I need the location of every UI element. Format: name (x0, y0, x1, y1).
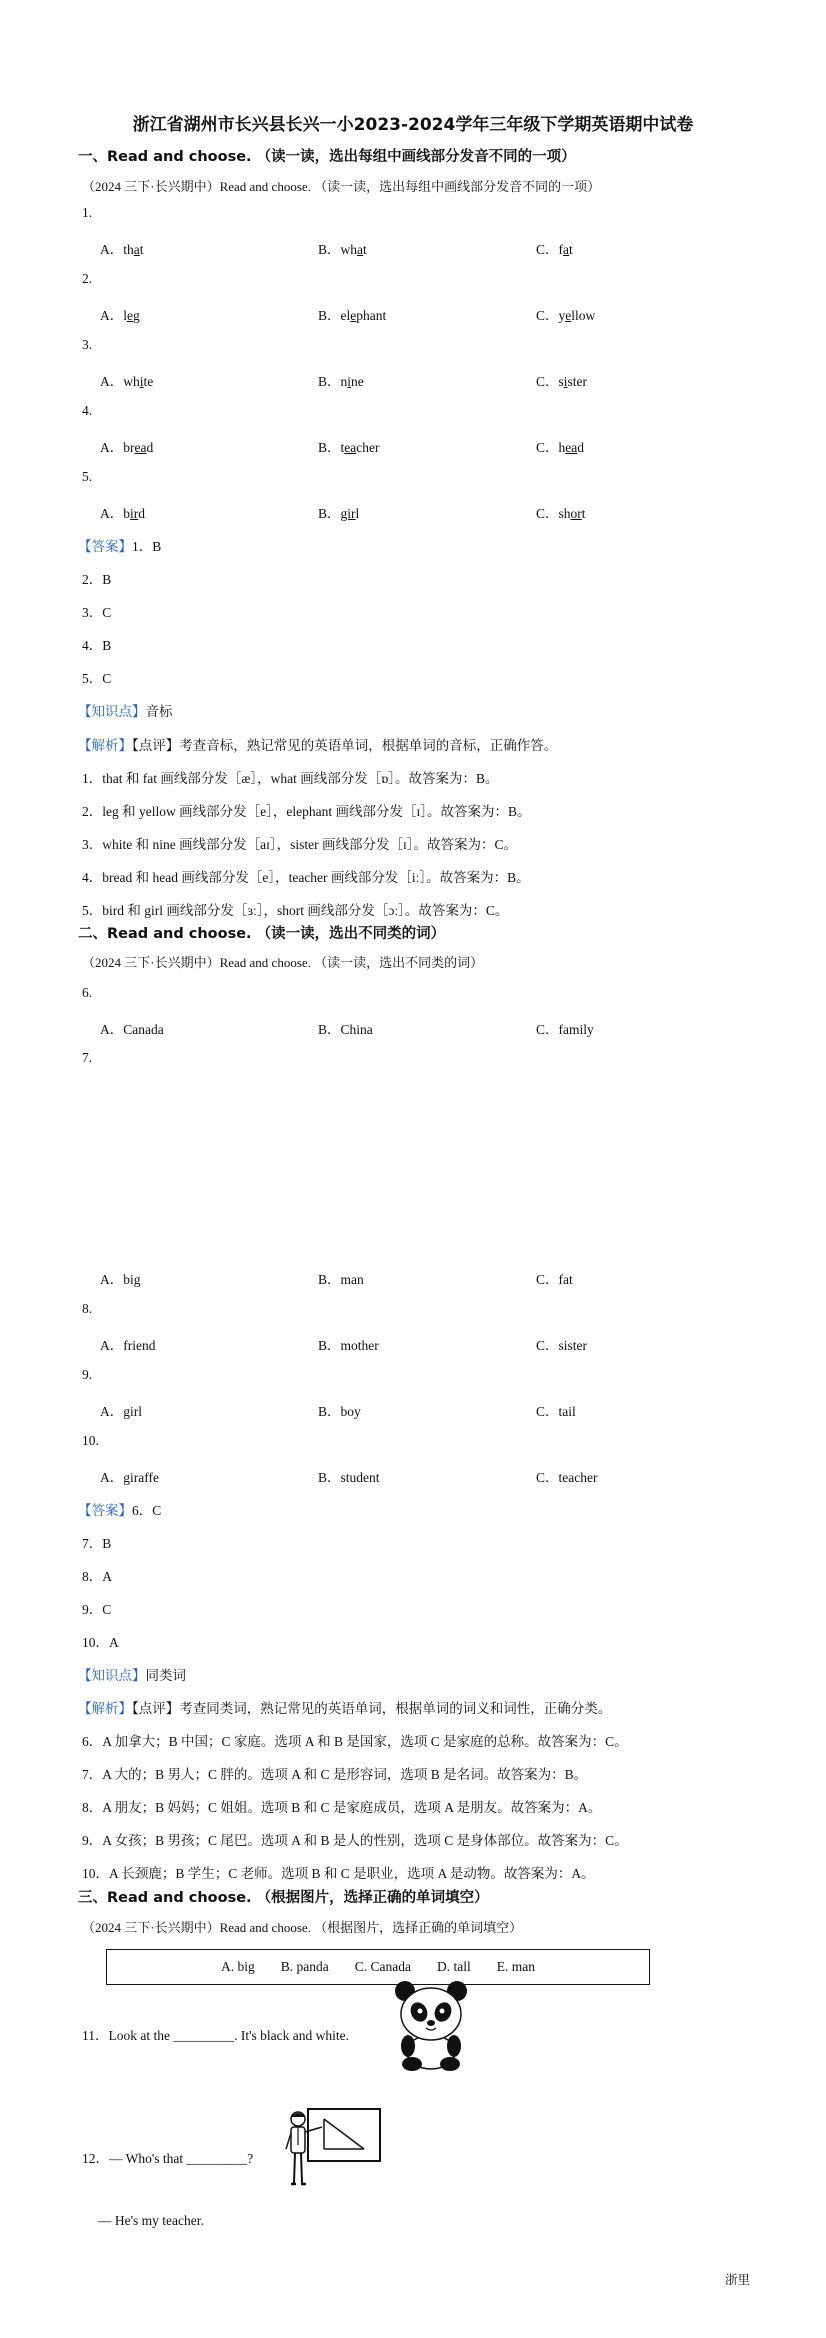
section-3-heading: 三、Read and choose. （根据图片，选择正确的单词填空） (78, 1890, 489, 1906)
option-c[interactable]: C．sister (536, 1338, 588, 1353)
option-c[interactable]: C．fat (536, 1272, 573, 1287)
word-bank (106, 1949, 650, 1985)
option-c[interactable] (536, 436, 584, 456)
word-bank-item: C. Canada (354, 1959, 411, 1974)
option-c[interactable] (536, 502, 586, 522)
option-text: llow (571, 308, 596, 323)
option-b[interactable]: B．student (318, 1470, 380, 1485)
answer-line: 10．A (82, 1635, 119, 1650)
question-number: 10. (82, 1433, 99, 1448)
analysis-line: 3．white 和 nine 画线部分发［aɪ］，sister 画线部分发［ɪ］。故答案为：C。 (82, 837, 517, 852)
option-c[interactable] (536, 238, 573, 258)
answer-block-2 (78, 1499, 161, 1519)
option-text: l (355, 506, 360, 521)
section-2-source: （2024 三下·长兴期中）Read and choose. （读一读，选出不同类的词） (82, 955, 484, 970)
kp-text: 音标 (145, 704, 173, 719)
option-text: C．y (536, 308, 566, 323)
underlined-letters: ea (344, 440, 357, 455)
underlined-letters: a (133, 242, 140, 257)
option-b[interactable] (318, 370, 364, 390)
option-b[interactable]: B．boy (318, 1404, 361, 1419)
teacher-picture (282, 2105, 384, 2193)
question-12-reply: — He's my teacher. (98, 2213, 204, 2228)
option-text: t (363, 242, 367, 257)
panda-picture (388, 1978, 474, 2072)
option-a[interactable] (100, 304, 140, 324)
question-number: 4. (82, 403, 93, 418)
option-text: B．wh (318, 242, 358, 257)
option-text: t (581, 506, 586, 521)
underlined-letters: i (563, 374, 568, 389)
underlined-letters: e (350, 308, 357, 323)
option-a[interactable]: A．girl (100, 1404, 142, 1419)
kp-tag: 【知识点】 (78, 704, 146, 719)
answer-line: 2．B (82, 572, 112, 587)
question-number: 8. (82, 1301, 93, 1316)
underlined-letters: a (563, 242, 569, 257)
underlined-letters: i (347, 374, 352, 389)
word-bank-item: A. big (221, 1959, 255, 1974)
section-1-heading: 一、Read and choose. （读一读，选出每组中画线部分发音不同的一项） (78, 149, 576, 165)
question-number: 5. (82, 469, 93, 484)
option-b[interactable]: B．China (318, 1022, 373, 1037)
option-a[interactable] (100, 238, 144, 258)
underlined-letters: e (565, 308, 572, 323)
option-b[interactable] (318, 502, 359, 522)
section-1-source: （2024 三下·长兴期中）Read and choose. （读一读，选出每组中画线部分发音不同的一项） (82, 179, 601, 194)
kp-tag: 【知识点】 (78, 1668, 146, 1683)
option-a[interactable]: A．friend (100, 1338, 156, 1353)
knowledge-point-1 (78, 700, 173, 720)
option-text: A．th (100, 242, 134, 257)
option-text: t (139, 242, 144, 257)
underlined-letters: or (570, 506, 582, 521)
underlined-letters: ir (130, 506, 139, 521)
option-text: B． (318, 506, 341, 521)
option-text: cher (356, 440, 380, 455)
option-text: C．f (536, 242, 563, 257)
option-text: te (143, 374, 154, 389)
analysis-tag: 【解析】 (78, 1701, 132, 1716)
underlined-letters: ea (134, 440, 147, 455)
option-c[interactable] (536, 370, 587, 390)
knowledge-point-2 (78, 1664, 186, 1684)
option-a[interactable] (100, 436, 153, 456)
underlined-letters: e (127, 308, 133, 323)
option-text: d (577, 440, 584, 455)
option-b[interactable] (318, 238, 367, 258)
answer-line: 7．B (82, 1536, 112, 1551)
page-title: 浙江省湖州市长兴县长兴一小2023-2024学年三年级下学期英语期中试卷 (132, 115, 694, 135)
option-a[interactable]: A．giraffe (100, 1470, 159, 1485)
word-bank-item: E. man (496, 1959, 535, 1974)
underlined-letters: a (357, 242, 364, 257)
answer-line: 8．A (82, 1569, 112, 1584)
option-text: A．l (100, 308, 127, 323)
option-text: ne (351, 374, 364, 389)
option-text: B．el (318, 308, 351, 323)
option-text: B．n (318, 374, 348, 389)
option-text: A．wh (100, 374, 140, 389)
option-a[interactable]: A．big (100, 1272, 141, 1287)
option-text: phant (356, 308, 387, 323)
answer-line: 6．C (132, 1503, 162, 1518)
option-text: t (569, 242, 573, 257)
analysis-line: 1．that 和 fat 画线部分发［æ］，what 画线部分发［ɒ］。故答案为：B。 (82, 771, 499, 786)
option-text: C．sh (536, 506, 571, 521)
analysis-line: 5．bird 和 girl 画线部分发［ɜː］，short 画线部分发［ɔː］。故答案为：C。 (82, 903, 509, 918)
option-c[interactable]: C．tail (536, 1404, 576, 1419)
question-number: 7. (82, 1050, 93, 1065)
answer-tag: 【答案】 (78, 539, 132, 554)
section-2-heading: 二、Read and choose. （读一读，选出不同类的词） (78, 926, 446, 942)
option-c[interactable] (536, 304, 595, 324)
analysis-head: 【点评】考查音标，熟记常见的英语单词，根据单词的音标，正确作答。 (132, 738, 558, 753)
option-c[interactable]: C．family (536, 1022, 594, 1037)
kp-text: 同类词 (145, 1668, 186, 1683)
answer-block-1 (78, 535, 161, 555)
question-number: 2. (82, 271, 93, 286)
option-b[interactable] (318, 304, 386, 324)
option-a[interactable] (100, 502, 145, 522)
question-number: 9. (82, 1367, 93, 1382)
option-text: g (133, 308, 140, 323)
analysis-line: 4．bread 和 head 画线部分发［e］，teacher 画线部分发［iː］。故答案为：B。 (82, 870, 530, 885)
analysis-line: 10．A 长颈鹿；B 学生；C 老师。选项 B 和 C 是职业，选项 A 是动物。故答案为：A。 (82, 1866, 595, 1881)
analysis-line: 9．A 女孩；B 男孩；C 尾巴。选项 A 和 B 是人的性别，选项 C 是身体部位。故答案为：C。 (82, 1833, 628, 1848)
option-text: ster (567, 374, 588, 389)
underlined-letters: gir (340, 506, 356, 521)
option-text: d (146, 440, 154, 455)
analysis-2 (78, 1697, 611, 1717)
option-text: A．b (100, 506, 130, 521)
section-3-source: （2024 三下·长兴期中）Read and choose. （根据图片，选择正确的单词填空） (82, 1920, 523, 1935)
question-11: 11．Look at the _________. It's black and white. (82, 2028, 350, 2043)
question-number: 6. (82, 985, 93, 1000)
option-text: C．s (536, 374, 564, 389)
analysis-line: 7．A 大的；B 男人；C 胖的。选项 A 和 C 是形容词，选项 B 是名词。故答案为：B。 (82, 1767, 588, 1782)
analysis-head: 【点评】考查同类词，熟记常见的英语单词，根据单词的词义和词性，正确分类。 (132, 1701, 612, 1716)
option-c[interactable]: C．teacher (536, 1470, 598, 1485)
answer-line: 3．C (82, 605, 112, 620)
answer-line: 4．B (82, 638, 112, 653)
option-b[interactable] (318, 436, 379, 456)
word-bank-item: B. panda (280, 1959, 329, 1974)
option-text: C．h (536, 440, 566, 455)
question-number: 1. (82, 205, 93, 220)
analysis-line: 2．leg 和 yellow 画线部分发［e］，elephant 画线部分发［ɪ］。故答案为：B。 (82, 804, 531, 819)
question-number: 3. (82, 337, 93, 352)
analysis-1 (78, 734, 557, 754)
analysis-line: 8．A 朋友；B 妈妈；C 姐姐。选项 B 和 C 是家庭成员，选项 A 是朋友。故答案为：A。 (82, 1800, 602, 1815)
answer-line: 5．C (82, 671, 112, 686)
page-footer: 浙里 (724, 2273, 750, 2287)
option-text: d (138, 506, 145, 521)
question-12: 12．— Who's that _________? (82, 2151, 254, 2166)
option-text: A．br (100, 440, 135, 455)
answer-line: 9．C (82, 1602, 112, 1617)
underlined-letters: i (139, 374, 144, 389)
answer-line: 1．B (132, 539, 162, 554)
analysis-tag: 【解析】 (78, 738, 132, 753)
option-a[interactable] (100, 370, 153, 390)
word-bank-item: D. tall (437, 1959, 471, 1974)
option-a[interactable]: A．Canada (100, 1022, 164, 1037)
analysis-line: 6．A 加拿大；B 中国；C 家庭。选项 A 和 B 是国家，选项 C 是家庭的总称。故答案为：C。 (82, 1734, 628, 1749)
option-text: B．t (318, 440, 345, 455)
answer-tag: 【答案】 (78, 1503, 132, 1518)
option-b[interactable]: B．mother (318, 1338, 379, 1353)
option-b[interactable]: B．man (318, 1272, 364, 1287)
underlined-letters: ea (565, 440, 578, 455)
